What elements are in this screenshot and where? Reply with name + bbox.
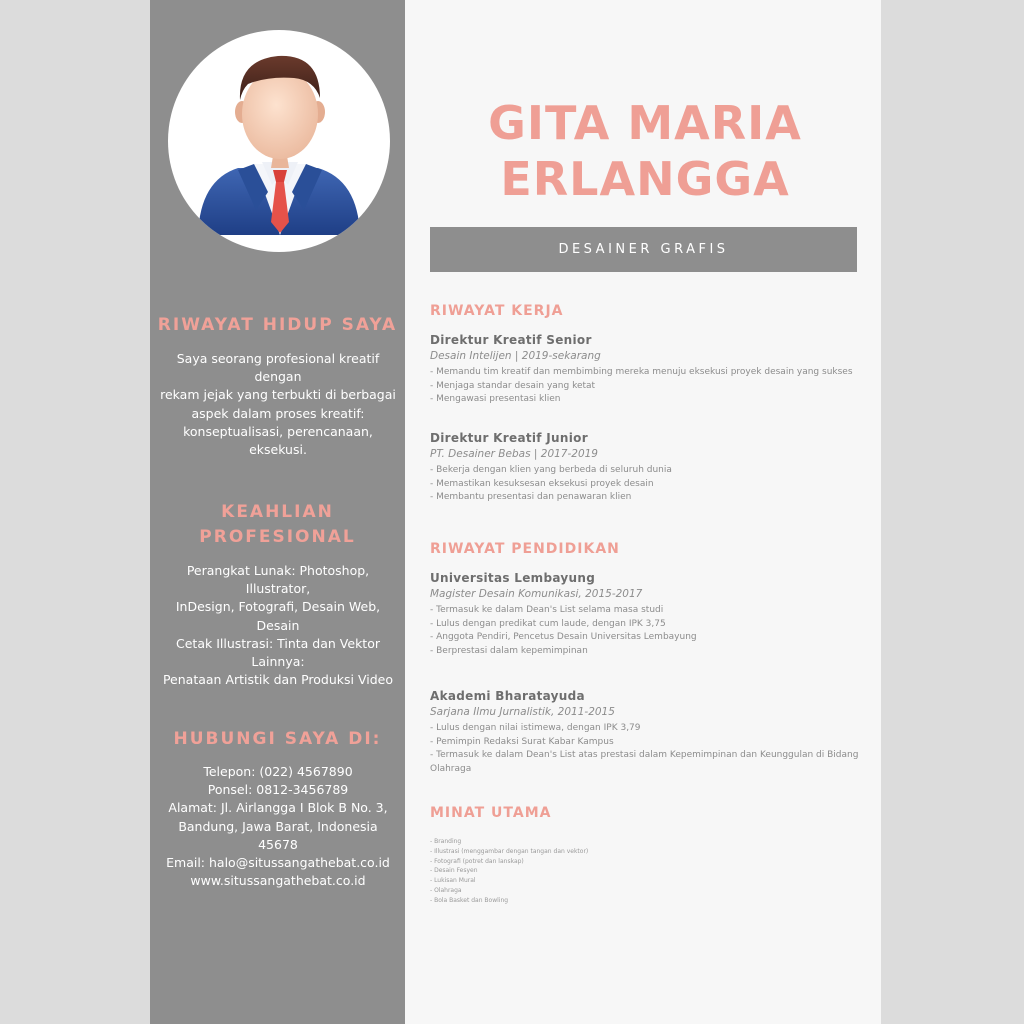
person-name xyxy=(455,95,835,207)
about-line: Saya seorang profesional kreatif dengan xyxy=(176,351,380,385)
entry-title: Universitas Lembayung xyxy=(430,571,596,585)
entry-subtitle: Desain Intelijen | 2019-sekarang xyxy=(430,350,601,362)
education-entry xyxy=(430,688,870,776)
interest-item: - Lukisan Mural xyxy=(430,877,476,885)
role-title: DESAINER GRAFIS xyxy=(558,242,729,257)
entry-bullets xyxy=(430,604,870,658)
interest-item: - Olahraga xyxy=(430,886,462,894)
profile-photo xyxy=(168,30,390,252)
interests-heading: MINAT UTAMA xyxy=(430,805,552,821)
bullet: - Bekerja dengan klien yang berbeda di seluruh dunia xyxy=(430,465,672,475)
main-content xyxy=(405,0,881,1024)
about-heading: RIWAYAT HIDUP SAYA xyxy=(157,315,398,335)
contact-email: Email: halo@situssangathebat.co.id xyxy=(166,855,390,871)
skills-line: InDesign, Fotografi, Desain Web, Desain xyxy=(175,599,381,633)
education-heading: RIWAYAT PENDIDIKAN xyxy=(430,541,620,557)
bullet: - Membantu presentasi dan penawaran klien xyxy=(430,492,632,502)
resume-page xyxy=(150,0,881,1024)
entry-bullets xyxy=(430,722,870,776)
role-banner xyxy=(430,227,857,272)
bullet: - Memastikan kesuksesan eksekusi proyek desain xyxy=(430,478,654,489)
skills-line: Cetak Illustrasi: Tinta dan Vektor Lainnya: xyxy=(176,635,380,670)
name-line: GITA MARIA xyxy=(488,96,802,150)
businessman-avatar-icon xyxy=(168,30,390,252)
skills-line: Penataan Artistik dan Produksi Video xyxy=(162,672,394,688)
interest-item: - Fotografi (potret dan lanskap) xyxy=(430,857,524,865)
bullet: - Memandu tim kreatif dan membimbing mereka menuju eksekusi proyek desain yang sukses xyxy=(430,367,853,377)
contact-address: Alamat: Jl. Airlangga I Blok B No. 3, xyxy=(168,800,388,816)
contact-phone: Telepon: (022) 4567890 xyxy=(203,764,353,779)
entry-bullets xyxy=(430,366,870,407)
interest-item: - Bola Basket dan Bowling xyxy=(430,896,509,904)
interest-item: - Branding xyxy=(430,838,462,845)
work-heading: RIWAYAT KERJA xyxy=(430,303,564,319)
contact-text xyxy=(158,763,398,890)
bullet: - Mengawasi presentasi klien xyxy=(430,394,561,404)
bullet: - Menjaga standar desain yang ketat xyxy=(430,380,596,391)
entry-subtitle: PT. Desainer Bebas | 2017-2019 xyxy=(430,448,598,460)
entry-title: Direktur Kreatif Junior xyxy=(430,431,588,445)
about-text xyxy=(158,350,398,459)
interest-item: - Illustrasi (menggambar dengan tangan dan vektor) xyxy=(430,847,589,855)
skills-heading xyxy=(150,500,405,550)
bullet: - Anggota Pendiri, Pencetus Desain Universitas Lembayung xyxy=(430,632,697,642)
skills-text xyxy=(158,562,398,689)
skills-heading-line: KEAHLIAN xyxy=(221,502,334,522)
contact-heading: HUBUNGI SAYA DI: xyxy=(173,729,382,749)
entry-subtitle: Magister Desain Komunikasi, 2015-2017 xyxy=(430,588,643,600)
contact-mobile: Ponsel: 0812-3456789 xyxy=(207,782,349,798)
interests-list xyxy=(430,837,588,906)
bullet: - Lulus dengan nilai istimewa, dengan IPK 3,79 xyxy=(430,723,641,733)
skills-line: Perangkat Lunak: Photoshop, Illustrator, xyxy=(186,563,370,597)
entry-subtitle: Sarjana Ilmu Jurnalistik, 2011-2015 xyxy=(430,706,615,718)
education-entry xyxy=(430,570,870,658)
sidebar xyxy=(150,0,405,1024)
bullet: - Termasuk ke dalam Dean's List atas prestasi dalam Kepemimpinan dan Keunggulan di Bidang Olahraga xyxy=(430,750,859,774)
interest-item: - Desain Fesyen xyxy=(430,867,478,875)
bullet: - Berprestasi dalam kepemimpinan xyxy=(430,645,588,656)
about-line: konseptualisasi, perencanaan, eksekusi. xyxy=(183,423,373,458)
name-line: ERLANGGA xyxy=(500,152,790,206)
entry-bullets xyxy=(430,464,870,505)
about-line: rekam jejak yang terbukti di berbagai xyxy=(160,387,396,403)
contact-website: www.situssangathebat.co.id xyxy=(190,873,366,889)
skills-heading-line: PROFESIONAL xyxy=(199,527,356,547)
bullet: - Pemimpin Redaksi Surat Kabar Kampus xyxy=(430,736,614,747)
work-entry xyxy=(430,332,870,407)
contact-address: Bandung, Jawa Barat, Indonesia 45678 xyxy=(178,818,378,852)
entry-title: Direktur Kreatif Senior xyxy=(430,333,592,347)
work-entry xyxy=(430,430,870,505)
about-line: aspek dalam proses kreatif: xyxy=(191,405,365,421)
bullet: - Termasuk ke dalam Dean's List selama masa studi xyxy=(430,605,664,615)
entry-title: Akademi Bharatayuda xyxy=(430,689,585,703)
bullet: - Lulus dengan predikat cum laude, dengan IPK 3,75 xyxy=(430,618,666,629)
